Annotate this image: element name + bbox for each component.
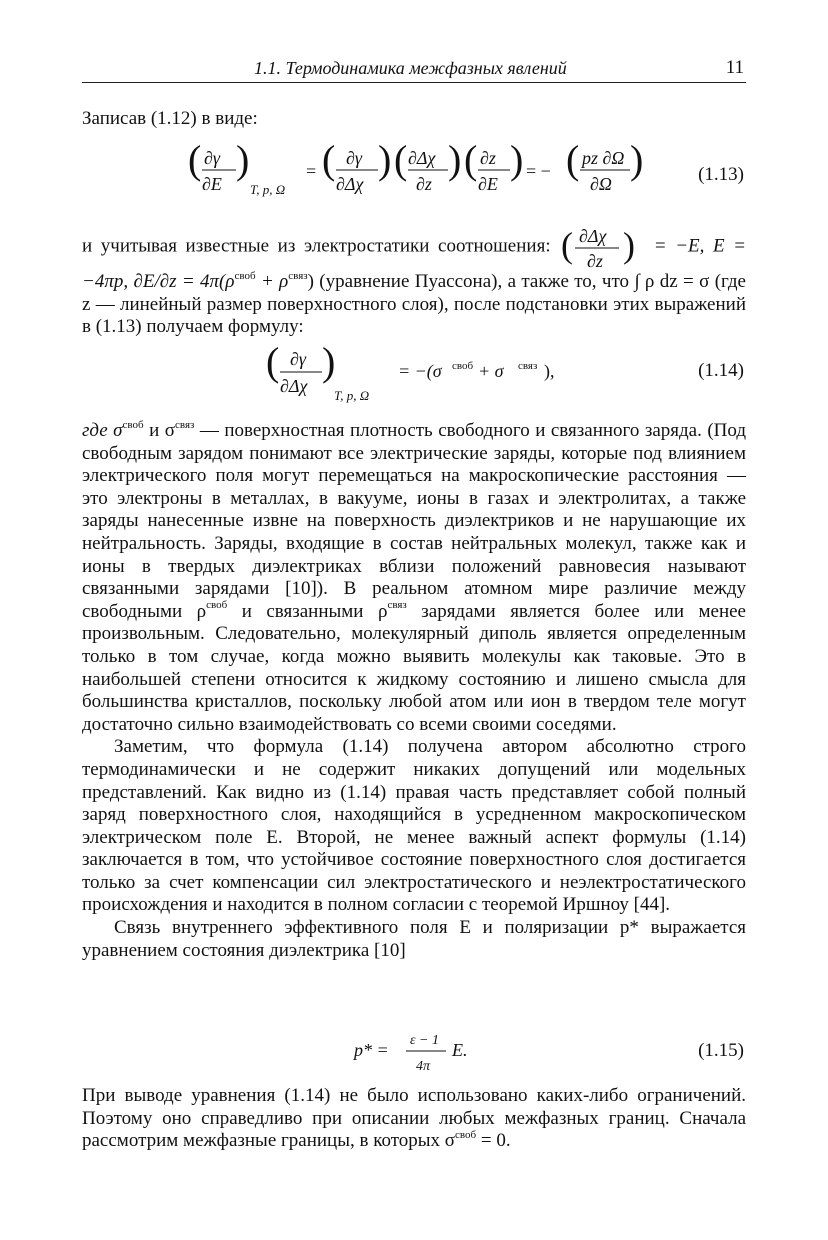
- text-fragment: — поверхностная плотность свободного и связанного заряда. (Под свободным зарядом понимают все электрические заряды, которые под влиянием электрического поля могут перемещаться на макроскопические расстояния — это электроны в металлах, в вакууме, ионы в газах и электролитах, а также заряды нанесенные извне на поверхность диэлектриков и не нарушающие их нейтральность. Заряды, входящие в состав нейтральных молекул, также как и ионы в твердых диэлектриках вблизи положений равновесия называют связанными зарядами [10]). В реальном атомном мире различие между свободными ρ: [82, 420, 747, 622]
- text-fragment: E = −4πp, ∂E/∂z = 4π(ρ: [82, 235, 747, 292]
- text-fragment: + ρ: [255, 271, 289, 292]
- eq13-t2-num: ∂γ: [346, 148, 362, 168]
- text-fragment: ) (уравнение Пуассона), а также то, что ∫ ρ dz = σ (где z — линейный размер поверхностного слоя), после подстановки этих выражений в (1.13) получаем формулу:: [82, 271, 746, 338]
- eq13-t1-num: ∂γ: [204, 148, 220, 168]
- svg-text:(: (: [188, 140, 202, 182]
- text-fragment: где σ: [82, 420, 123, 441]
- substitution-text: [82, 223, 746, 339]
- svg-text:(: (: [566, 140, 580, 182]
- paragraph-final: [82, 1085, 746, 1153]
- eq13-t3-num: ∂Δχ: [408, 148, 436, 168]
- svg-text:): ): [378, 140, 392, 182]
- svg-text:(: (: [394, 140, 408, 182]
- equation-number: (1.14): [698, 360, 744, 381]
- final-text: [82, 1085, 746, 1153]
- inline-den: ∂z: [587, 251, 604, 271]
- equation-1-15-formula: [82, 1028, 642, 1076]
- text-fragment: и учитывая известные из электростатики соотношения:: [82, 235, 551, 257]
- svg-text:): ): [510, 140, 524, 182]
- eq14-sub: T, p, Ω: [334, 388, 370, 403]
- svg-text:): ): [623, 225, 636, 265]
- svg-text:): ): [322, 340, 336, 384]
- eq14-num: ∂γ: [290, 349, 306, 369]
- svg-text:): ): [236, 140, 250, 182]
- paragraph-body: [82, 420, 746, 962]
- eq14-den: ∂Δχ: [280, 376, 308, 396]
- text-fragment: = −E,: [653, 235, 705, 257]
- equation-1-15: [82, 1028, 746, 1076]
- text-fragment: = 0.: [476, 1130, 511, 1152]
- eq13-t5-num: pz ∂Ω: [582, 148, 625, 168]
- inline-num: ∂Δχ: [579, 226, 607, 246]
- charge-definition-text: [82, 420, 746, 736]
- equation-1-14: [82, 340, 746, 408]
- eq14-mid: + σ: [478, 361, 504, 381]
- equation-1-13-formula: [82, 140, 702, 206]
- eq14-end: ),: [544, 361, 555, 381]
- running-title: 1.1. Термодинамика межфазных явлений: [254, 58, 567, 78]
- eq13-equals-minus: = −: [526, 161, 551, 181]
- equation-number: (1.13): [698, 164, 744, 185]
- eq13-t3-den: ∂z: [416, 174, 432, 194]
- equation-1-14-formula: [82, 340, 642, 408]
- remark-paragraph: Заметим, что формула (1.14) получена автором абсолютно строго термодинамически и не содержит никаких допущений или модельных представлений. Как видно из (1.14) правая часть представляет собой полный заряд поверхностного слоя, находящийся в усредненном макроскопическом электрическом поле E. Второй, не менее важный аспект формулы (1.14) заключается в том, что устойчивое состояние поверхностного слоя достигается только за счет компенсации сил электростатического и неэлектростатического происхождения и находится в полном согласии с теоремой Иршноу [44].: [82, 736, 746, 916]
- eq15-den: 4π: [416, 1059, 431, 1074]
- eq14-sup1: своб: [452, 360, 474, 372]
- text-fragment: и связанными ρ: [227, 600, 388, 622]
- svg-text:(: (: [322, 140, 336, 182]
- equation-1-13: [82, 140, 746, 206]
- svg-text:(: (: [266, 340, 280, 384]
- paragraph-intro: [82, 108, 746, 131]
- eq13-t1-den: ∂E: [202, 174, 222, 194]
- page-header: [82, 56, 746, 83]
- eq13-t1-sub: T, p, Ω: [250, 182, 286, 197]
- eq14-rhs: = −(σ: [398, 361, 442, 381]
- superscript: своб: [234, 269, 256, 282]
- superscript: связ: [288, 269, 308, 282]
- paragraph-substitution: [82, 223, 746, 339]
- superscript: связ: [387, 599, 407, 612]
- superscript: своб: [455, 1128, 477, 1141]
- inline-fraction: [559, 223, 645, 271]
- svg-text:(: (: [464, 140, 478, 182]
- eq13-equals: =: [306, 161, 317, 181]
- polarization-paragraph: Связь внутреннего эффективного поля E и поляризации p* выражается уравнением состояния диэлектрика [10]: [82, 917, 746, 961]
- eq13-t4-num: ∂z: [480, 148, 496, 168]
- eq15-num: ε − 1: [410, 1033, 439, 1048]
- equation-number: (1.15): [698, 1040, 744, 1061]
- eq14-sup2: связ: [518, 360, 538, 372]
- text-fragment: При выводе уравнения (1.14) не было использовано каких-либо ограничений. Поэтому оно справедливо при описании любых межфазных границ. Сначала рассмотрим межфазные границы, в которых σ: [82, 1085, 746, 1152]
- superscript: своб: [122, 418, 144, 431]
- intro-text: Записав (1.12) в виде:: [82, 108, 258, 129]
- text-fragment: и σ: [143, 420, 176, 441]
- eq13-t2-den: ∂Δχ: [336, 174, 364, 194]
- superscript: связ: [175, 418, 195, 431]
- svg-text:): ): [448, 140, 462, 182]
- superscript: своб: [206, 599, 228, 612]
- eq15-rhs: E.: [452, 1040, 468, 1060]
- svg-text:(: (: [561, 225, 574, 265]
- svg-text:): ): [630, 140, 644, 182]
- page-number: 11: [725, 57, 744, 78]
- text-fragment: зарядами является более или менее произвольным. Следовательно, молекулярный диполь является определенным только в том случае, когда можно выявить молекулы как таковые. Это в наибольшей степени относится к жидкому состоянию и лишено смысла для большинства кристаллов, поскольку любой атом или ион в твердом теле могут достаточно сильно взаимодействовать со всеми своими соседями.: [82, 600, 746, 735]
- eq13-t5-den: ∂Ω: [590, 174, 612, 194]
- eq15-lhs: p* =: [354, 1040, 389, 1060]
- eq13-t4-den: ∂E: [478, 174, 498, 194]
